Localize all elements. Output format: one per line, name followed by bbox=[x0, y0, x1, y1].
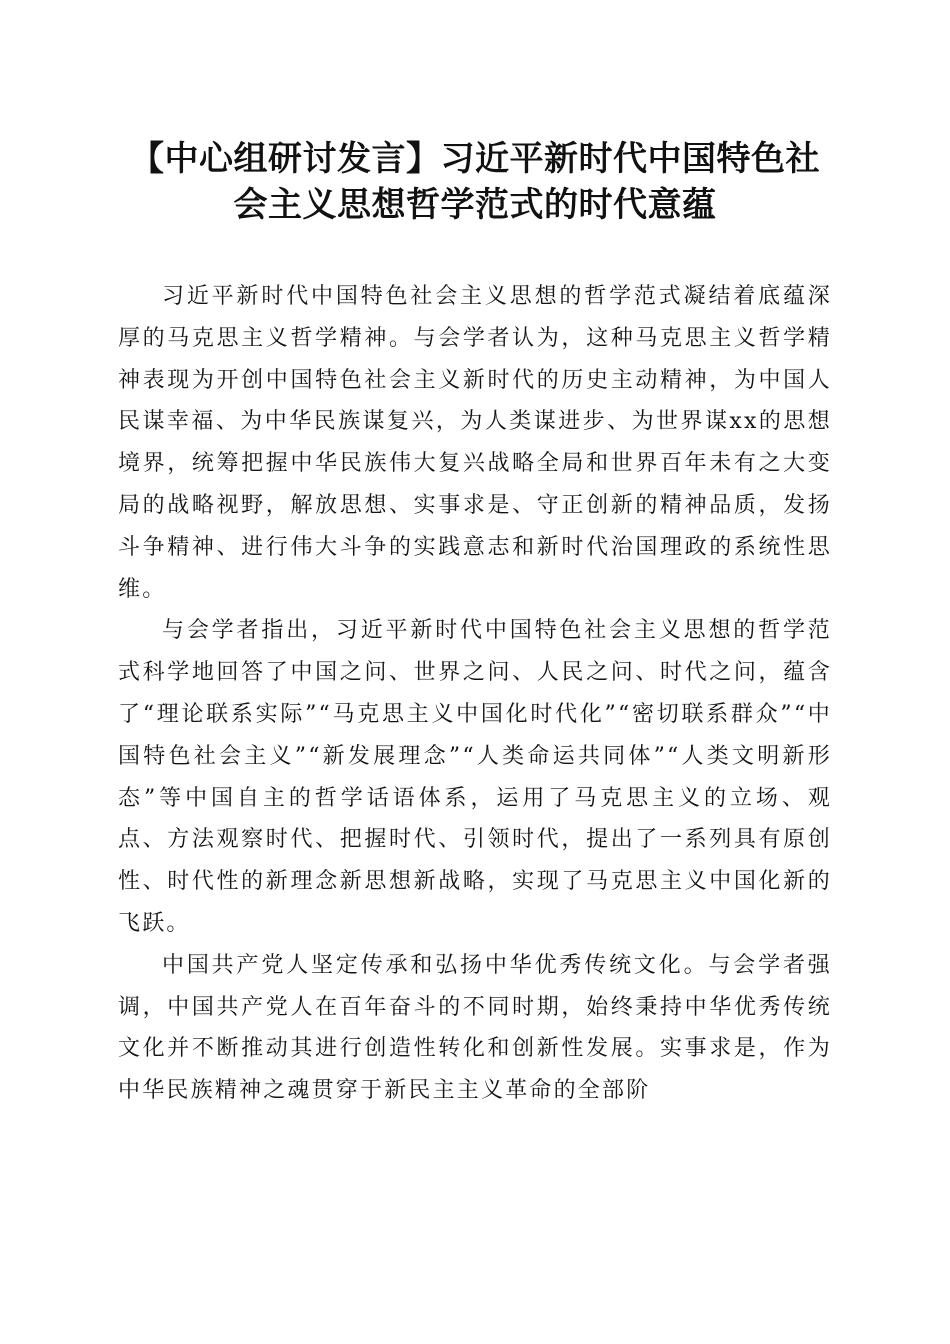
title-line-1: 【中心组研讨发言】习近平新时代中国特色社 bbox=[130, 139, 820, 179]
paragraph-2: 与会学者指出，习近平新时代中国特色社会主义思想的哲学范式科学地回答了中国之问、世界之问、人民之问、时代之问，蕴含了“理论联系实际”“马克思主义中国化时代化”“密切联系群众”“中国特色社会主义”“新发展理念”“人类命运共同体”“人类文明新形态”等中国自主的哲学话语体系，运用了马克思主义的立场、观点、方法观察时代、把握时代、引领时代，提出了一系列具有原创性、时代性的新理念新思想新战略，实现了马克思主义中国化新的飞跃。 bbox=[118, 618, 832, 936]
document-title bbox=[100, 136, 850, 228]
paragraph-3: 中国共产党人坚定传承和弘扬中华优秀传统文化。与会学者强调，中国共产党人在百年奋斗的不同时期，始终秉持中华优秀传统文化并不断推动其进行创造性转化和创新性发展。实事求是，作为中华民族精神之魂贯穿于新民主主义革命的全部阶 bbox=[118, 952, 832, 1104]
document-body bbox=[118, 276, 832, 1112]
paragraph-1: 习近平新时代中国特色社会主义思想的哲学范式凝结着底蕴深厚的马克思主义哲学精神。与会学者认为，这种马克思主义哲学精神表现为开创中国特色社会主义新时代的历史主动精神，为中国人民谋幸福、为中华民族谋复兴，为人类谋进步、为世界谋xx的思想境界，统筹把握中华民族伟大复兴战略全局和世界百年未有之大变局的战略视野，解放思想、实事求是、守正创新的精神品质，发扬斗争精神、进行伟大斗争的实践意志和新时代治国理政的系统性思维。 bbox=[118, 284, 832, 602]
title-line-2: 会主义思想哲学范式的时代意蕴 bbox=[233, 185, 717, 225]
